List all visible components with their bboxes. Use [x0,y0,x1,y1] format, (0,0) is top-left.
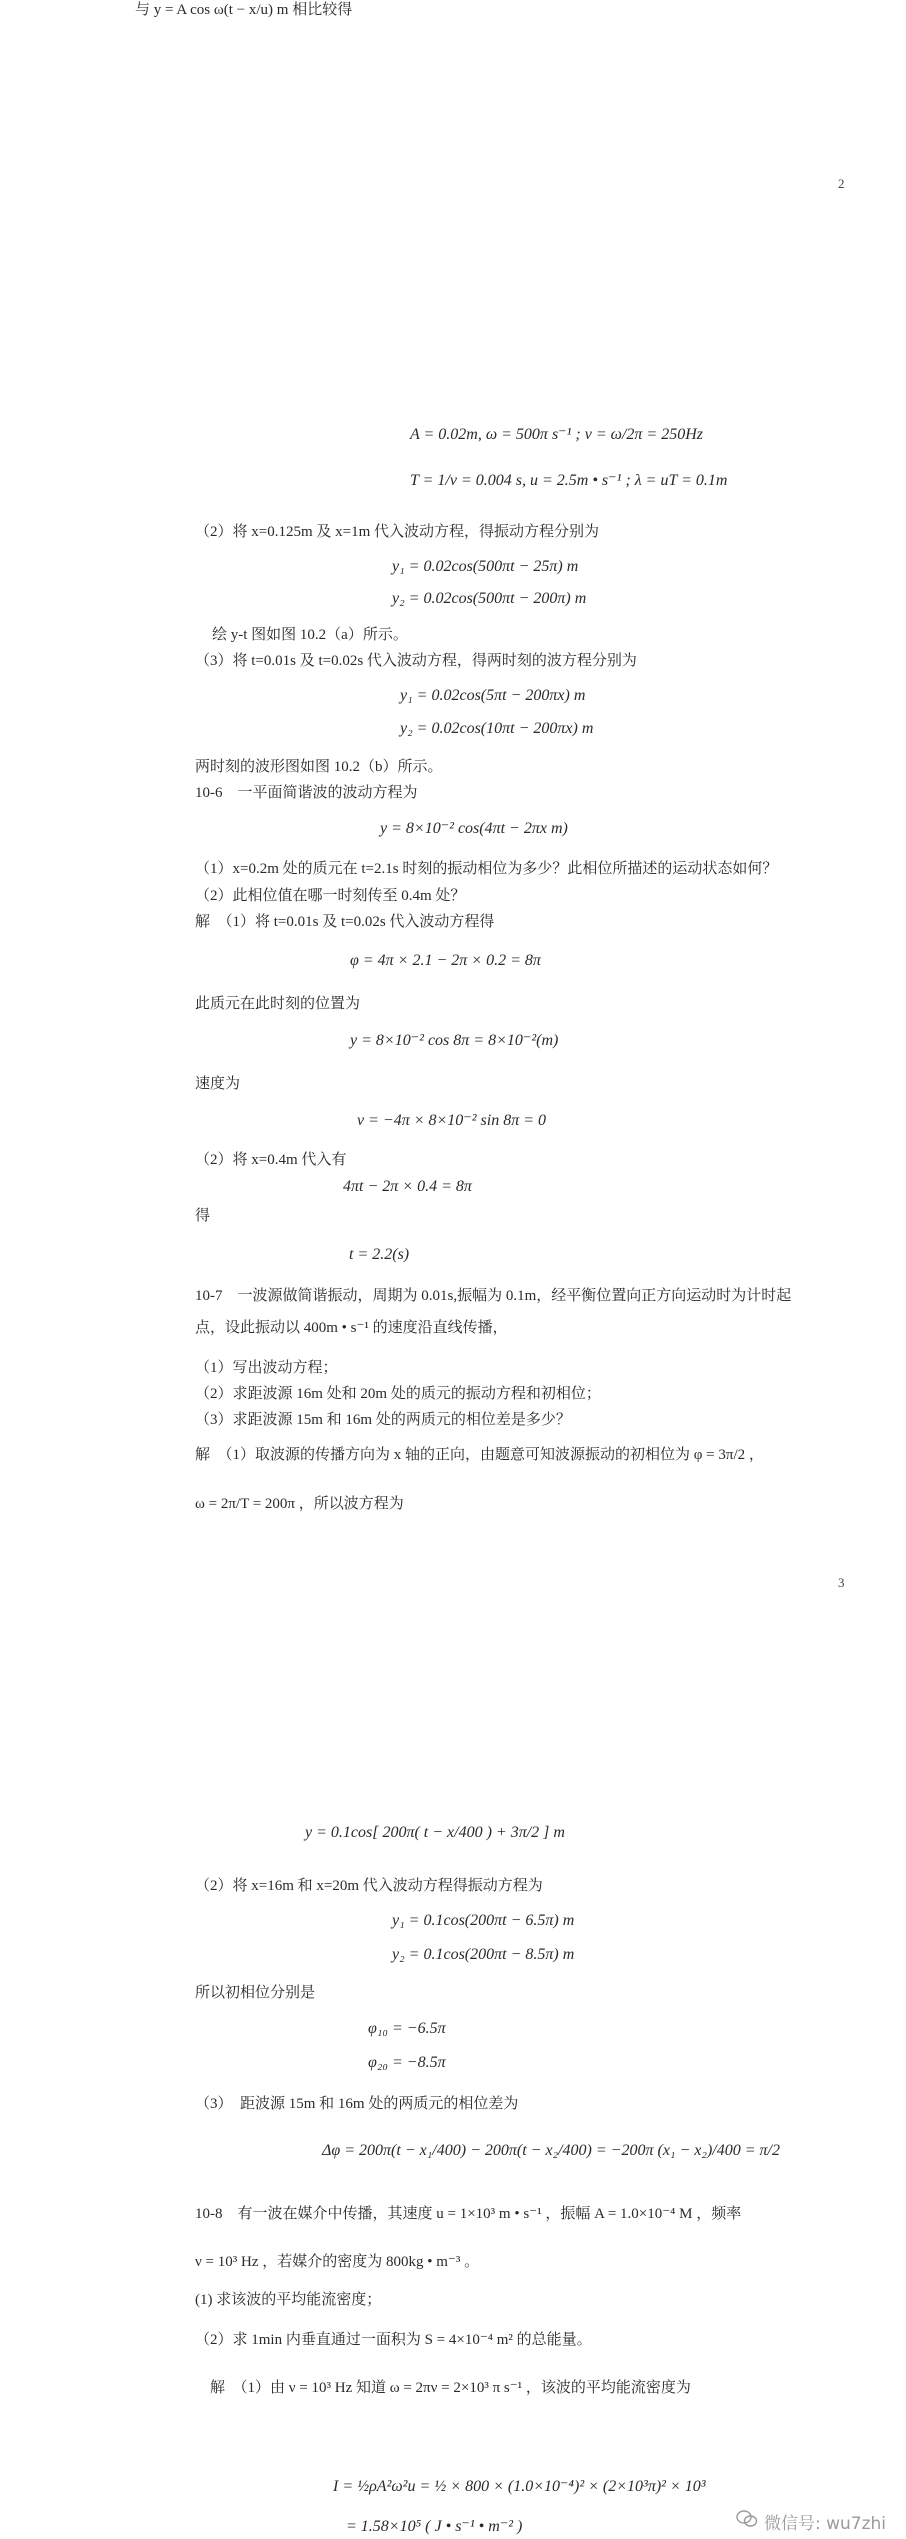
equation-line: φ₂₀ = −8.5π [368,2054,446,2071]
text-line: ω = 2π/T = 200π ，所以波方程为 [195,1496,404,1512]
text-line: （3）求距波源 15m 和 16m 处的两质元的相位差是多少？ [195,1412,571,1428]
equation-line: A = 0.02m, ω = 500π s⁻¹ ; ν = ω/2π = 250Hz [410,426,703,443]
equation-line: 4πt − 2π × 0.4 = 8π [343,1178,472,1195]
equation-line: t = 2.2(s) [349,1246,410,1263]
text-line: 10-7 一波源做简谐振动，周期为 0.01s,振幅为 0.1m，经平衡位置向正方向运动时为计时起 [195,1288,792,1304]
text-line: 绘 y-t 图如图 10.2（a）所示。 [212,627,408,643]
text-line: （2）此相位值在哪一时刻传至 0.4m 处？ [195,888,466,904]
text-line: （3） 距波源 15m 和 16m 处的两质元的相位差为 [195,2096,519,2112]
text-line: 解 （1）由 ν = 10³ Hz 知道 ω = 2πν = 2×10³ π s⁻¹ ，该波的平均能流密度为 [210,2380,691,2396]
text-line: 点，设此振动以 400m • s⁻¹ 的速度沿直线传播， [195,1320,508,1336]
text-line: （2）求距波源 16m 处和 20m 处的质元的振动方程和初相位； [195,1386,601,1402]
text-line: （2）将 x=0.125m 及 x=1m 代入波动方程，得振动方程分别为 [195,524,600,540]
text-line: 10-6 一平面简谐波的波动方程为 [195,785,418,801]
equation-line: y₂ = 0.02cos(500πt − 200π) m [392,590,587,607]
text-line: （1）x=0.2m 处的质元在 t=2.1s 时刻的振动相位为多少？此相位所描述的运动状态如何？ [195,861,778,877]
wechat-icon [736,2509,758,2534]
text-line: 10-8 有一波在媒介中传播，其速度 u = 1×10³ m • s⁻¹ ，振幅 A = 1.0×10⁻⁴ M ，频率 [195,2206,742,2222]
text-line: （1）写出波动方程； [195,1360,338,1376]
text-line: （2）求 1min 内垂直通过一面积为 S = 4×10⁻⁴ m² 的总能量。 [195,2332,592,2348]
page-number: 3 [838,1575,845,1590]
text-line: （2）将 x=16m 和 x=20m 代入波动方程得振动方程为 [195,1878,543,1894]
text-line: 所以初相位分别是 [195,1985,316,2001]
equation-line: y₂ = 0.1cos(200πt − 8.5π) m [392,1946,575,1963]
text-line: 解 （1）将 t=0.01s 及 t=0.02s 代入波动方程得 [195,914,495,930]
text-line: 两时刻的波形图如图 10.2（b）所示。 [195,759,443,775]
watermark-text: 微信号: wu7zhi [763,2514,886,2534]
text-line: 解 （1）取波源的传播方向为 x 轴的正向，由题意可知波源振动的初相位为 φ = 3π/2 ， [195,1447,764,1463]
equation-line: I = ½ρA²ω²u = ½ × 800 × (1.0×10⁻⁴)² × (2×10³π)² × 10³ [333,2478,706,2495]
equation-line: T = 1/ν = 0.004 s, u = 2.5m • s⁻¹ ; λ = uT = 0.1m [410,472,728,489]
text-line: 与 y = A cos ω(t − x/u) m 相比较得 [135,2,353,18]
page-number: 2 [838,176,845,191]
text-line: ν = 10³ Hz ，若媒介的密度为 800kg • m⁻³ 。 [195,2254,480,2270]
equation-line: y₁ = 0.02cos(5πt − 200πx) m [400,687,586,704]
text-line: (1) 求该波的平均能流密度； [195,2292,382,2308]
equation-line: y = 8×10⁻² cos 8π = 8×10⁻²(m) [350,1032,559,1049]
equation-line: Δφ = 200π(t − x₁/400) − 200π(t − x₂/400) = −200π (x₁ − x₂)/400 = π/2 [322,2142,780,2159]
equation-line: φ₁₀ = −6.5π [368,2020,446,2037]
equation-line: y₁ = 0.02cos(500πt − 25π) m [392,558,579,575]
text-line: （3）将 t=0.01s 及 t=0.02s 代入波动方程，得两时刻的波方程分别为 [195,653,637,669]
text-line: 此质元在此时刻的位置为 [195,996,361,1012]
equation-line: φ = 4π × 2.1 − 2π × 0.2 = 8π [350,952,541,969]
text-line: 速度为 [195,1076,241,1092]
text-line: （2）将 x=0.4m 代入有 [195,1152,347,1168]
equation-line: y₂ = 0.02cos(10πt − 200πx) m [400,720,594,737]
equation-line: y = 0.1cos[ 200π( t − x/400 ) + 3π/2 ] m [305,1824,565,1841]
text-line: 得 [195,1208,211,1224]
equation-line: y = 8×10⁻² cos(4πt − 2πx m) [380,820,568,837]
equation-line: y₁ = 0.1cos(200πt − 6.5π) m [392,1912,575,1929]
equation-line: = 1.58×10⁵ ( J • s⁻¹ • m⁻² ) [346,2518,523,2535]
equation-line: v = −4π × 8×10⁻² sin 8π = 0 [357,1112,547,1129]
watermark [736,2509,886,2534]
